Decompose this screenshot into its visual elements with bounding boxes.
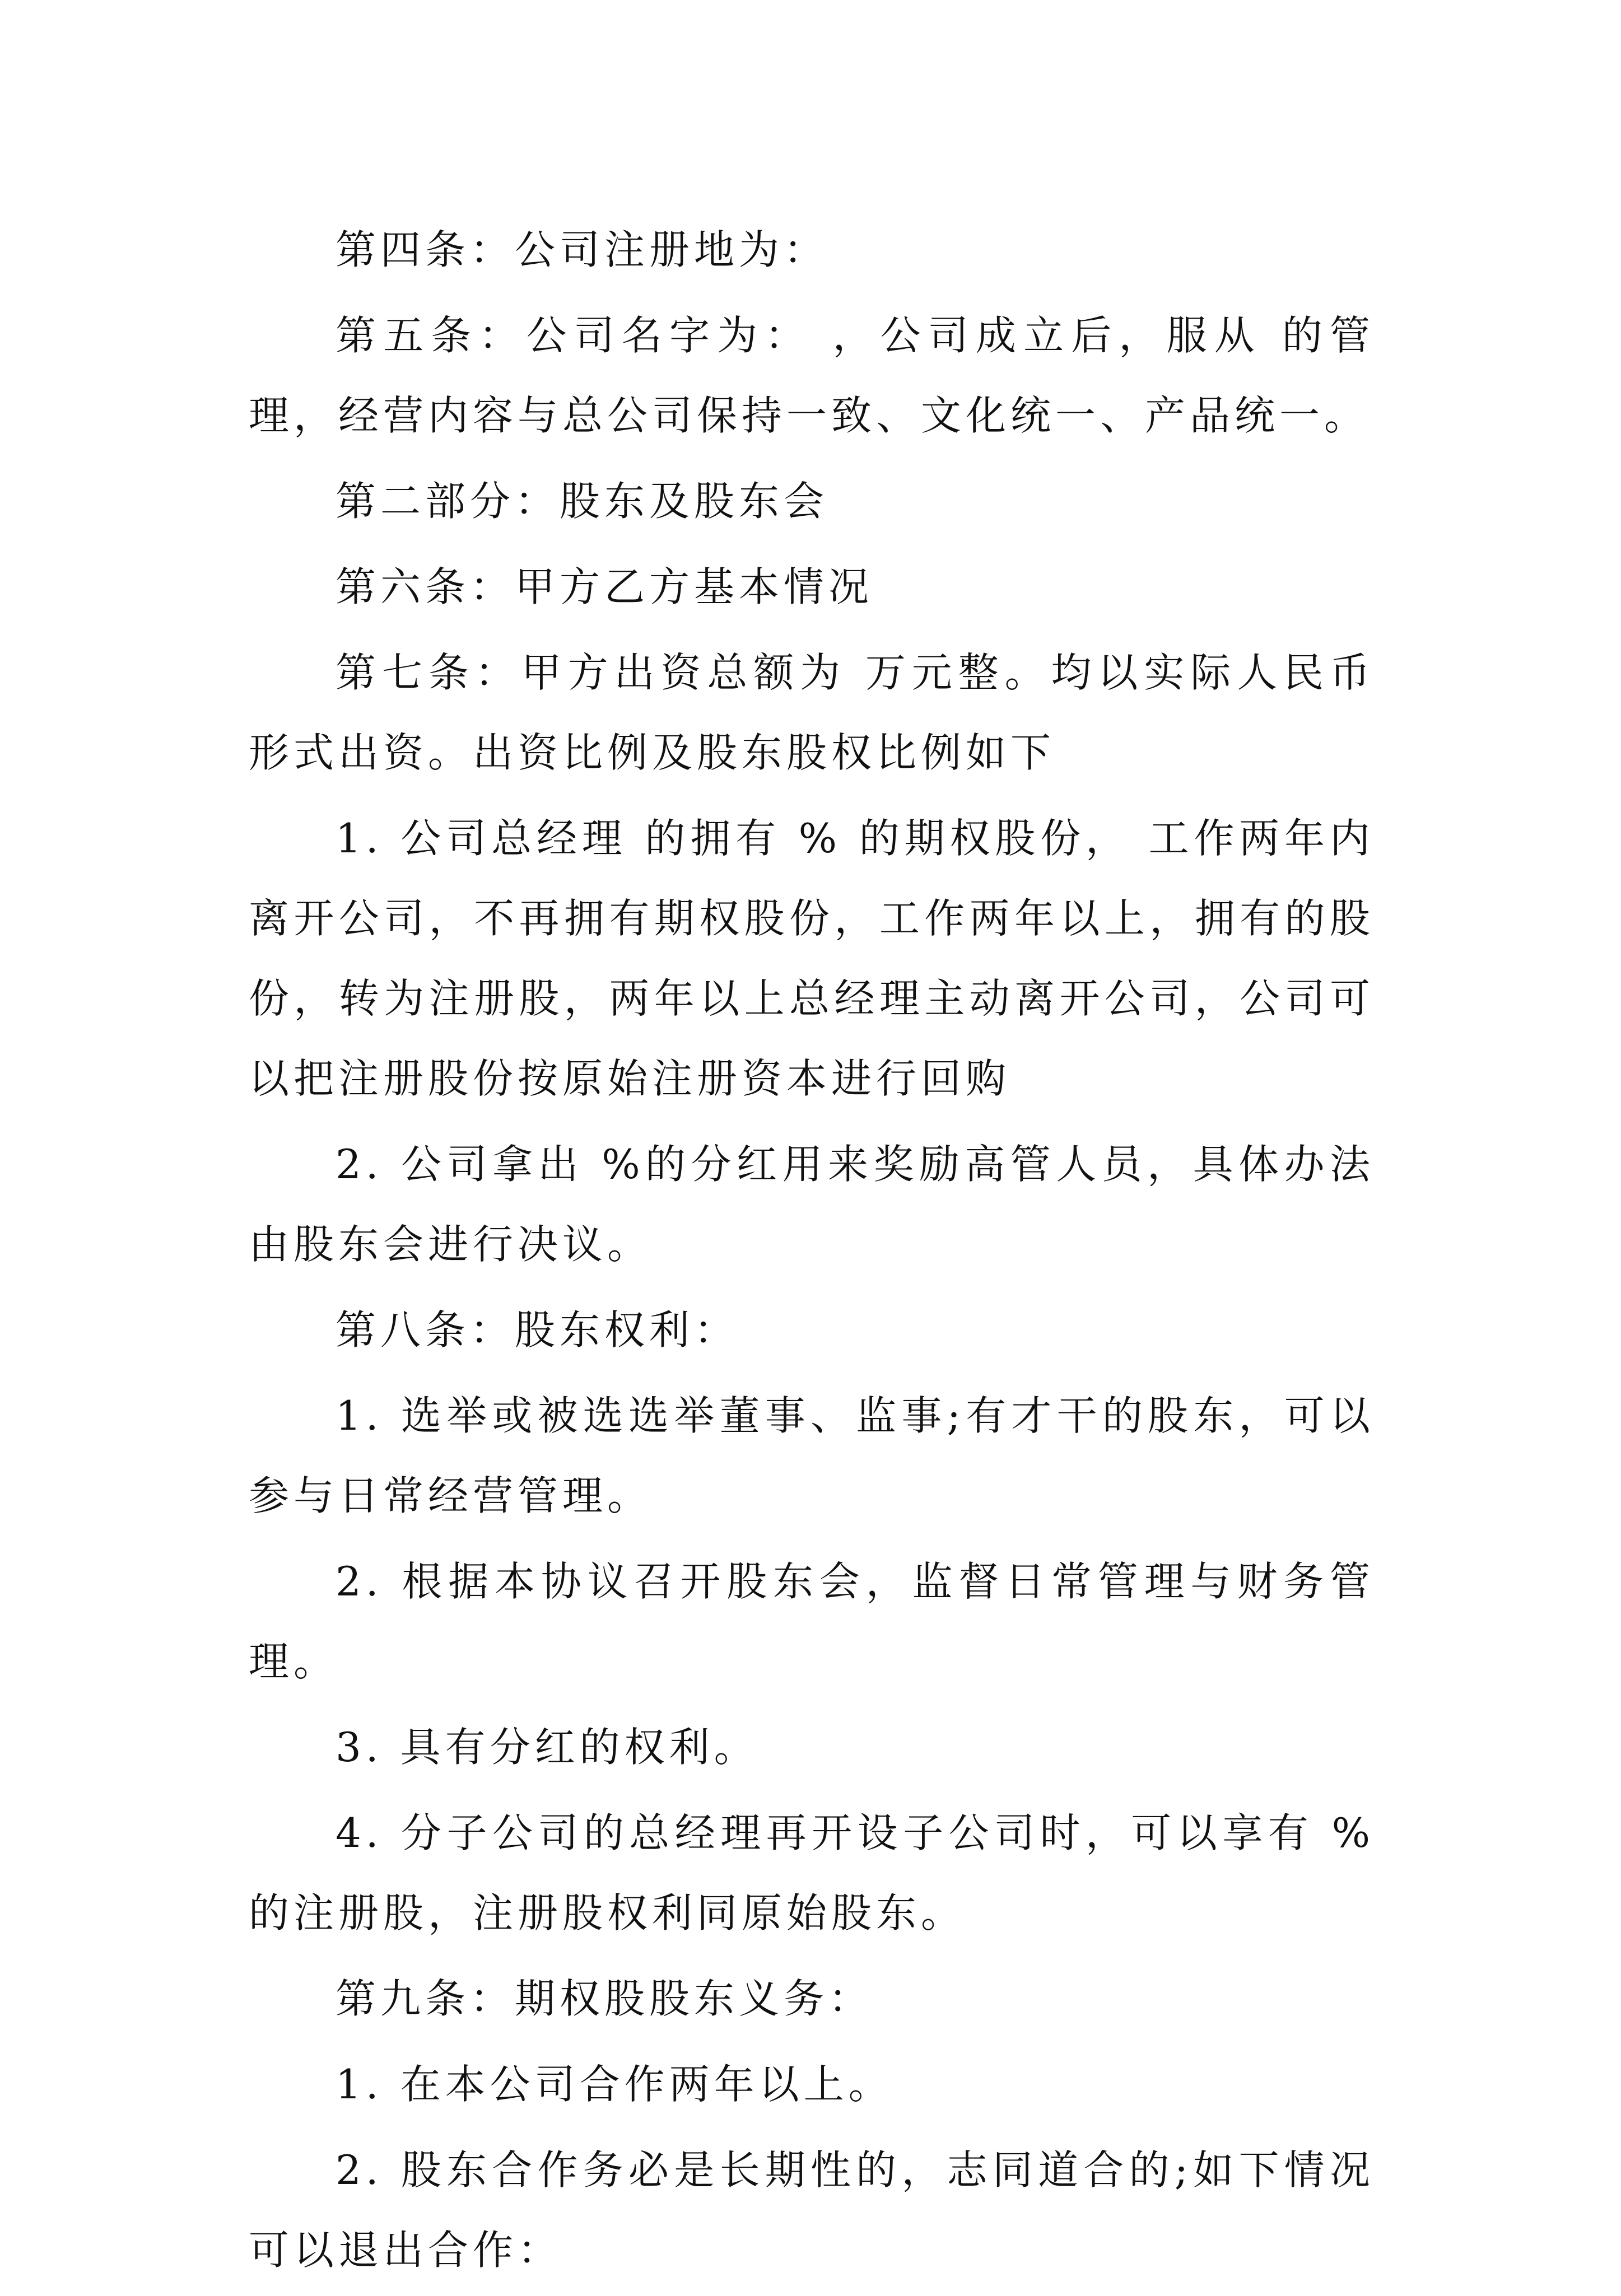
part-2-heading: 第二部分：股东及股东会 [336,478,829,525]
article-8-item-1: 1. 选举或被选选举董事、监事;有才干的股东，可以参与日常经营管理。 [249,1392,1375,1519]
article-8-heading: 第八条：股东权利： [336,1306,739,1354]
article-6-party-info: 第六条：甲方乙方基本情况 [336,563,874,610]
article-8-item-2: 2. 根据本协议召开股东会，监督日常管理与财务管理。 [249,1558,1375,1685]
document-body [249,210,1375,2296]
article-9-item-2: 2. 股东合作务必是长期性的，志同道合的;如下情况可以退出合作： [249,2146,1375,2274]
article-7-item-1: 1. 公司总经理 的拥有 % 的期权股份， 工作两年内离开公司，不再拥有期权股份，工作两年以上，拥有的股份，转为注册股，两年以上总经理主动离开公司，公司可以把注册股份按原始注册资本进行回购 [249,815,1375,1102]
article-7-item-2: 2. 公司拿出 %的分红用来奖励高管人员，具体办法由股东会进行决议。 [249,1141,1375,1268]
article-5-company-name: 第五条：公司名字为： ，公司成立后，服从 的管理，经营内容与总公司保持一致、文化统一、产品统一。 [249,312,1375,439]
article-8-item-4: 4. 分子公司的总经理再开设子公司时，可以享有 %的注册股，注册股权利同原始股东。 [249,1809,1375,1936]
article-4-registered-address: 第四条：公司注册地为： [336,226,829,273]
article-9-heading: 第九条：期权股股东义务： [336,1975,874,2022]
article-7-capital-contribution: 第七条：甲方出资总额为 万元整。均以实际人民币形式出资。出资比例及股东股权比例如下 [249,649,1375,776]
article-8-item-3: 3. 具有分红的权利。 [336,1724,759,1771]
article-9-item-1: 1. 在本公司合作两年以上。 [336,2061,893,2108]
